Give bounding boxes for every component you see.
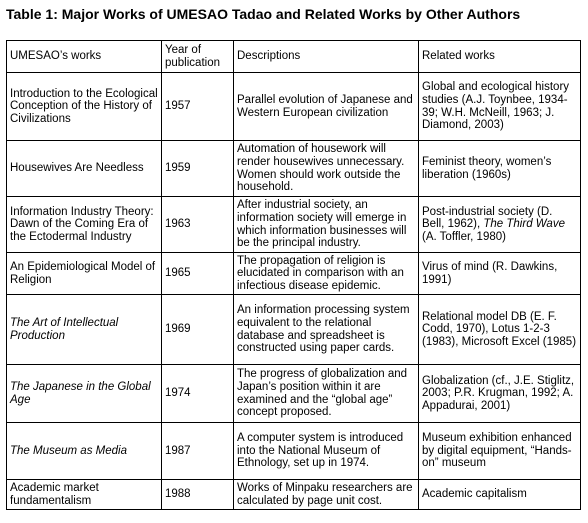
- year-cell: 1963: [162, 197, 234, 253]
- related-cell: Globalization (cf., J.E. Stiglitz, 2003; P.R. Krugman, 1992; A. Appadurai, 2001): [419, 365, 581, 423]
- table-row: [7, 480, 581, 510]
- related-cell: Academic capitalism: [419, 480, 581, 510]
- related-italic-title: The Third Wave: [483, 218, 565, 231]
- description-cell: An information processing system equivalent to the relational database and spreadsheet is constructed using paper cards.: [234, 295, 419, 365]
- year-cell: 1987: [162, 423, 234, 480]
- work-cell: Information Industry Theory: Dawn of the Coming Era of the Ectodermal Industry: [7, 197, 162, 253]
- work-cell: The Museum as Media: [7, 423, 162, 480]
- work-cell: The Japanese in the Global Age: [7, 365, 162, 423]
- description-cell: The progress of globalization and Japan’s position within it are examined and the “global age” concept proposed.: [234, 365, 419, 423]
- table-row: [7, 197, 581, 253]
- year-cell: 1959: [162, 141, 234, 197]
- related-cell: Museum exhibition enhanced by digital equipment, “Hands-on” museum: [419, 423, 581, 480]
- works-table: [6, 40, 581, 510]
- description-cell: After industrial society, an information society will emerge in which information businesses will be the principal industry.: [234, 197, 419, 253]
- year-cell: 1957: [162, 73, 234, 141]
- description-cell: A computer system is introduced into the National Museum of Ethnology, set up in 1974.: [234, 423, 419, 480]
- related-cell: [419, 197, 581, 253]
- work-cell: Housewives Are Needless: [7, 141, 162, 197]
- related-cell: Feminist theory, women’s liberation (1960s): [419, 141, 581, 197]
- table-row: [7, 141, 581, 197]
- table-row: [7, 73, 581, 141]
- work-cell: An Epidemiological Model of Religion: [7, 253, 162, 295]
- header-year: Year of publication: [162, 41, 234, 73]
- description-cell: Automation of housework will render housewives unnecessary. Women should work outside the household.: [234, 141, 419, 197]
- related-cell: Virus of mind (R. Dawkins, 1991): [419, 253, 581, 295]
- related-cell: Relational model DB (E. F. Codd, 1970), Lotus 1-2-3 (1983), Microsoft Excel (1985): [419, 295, 581, 365]
- description-cell: Works of Minpaku researchers are calculated by page unit cost.: [234, 480, 419, 510]
- year-cell: 1965: [162, 253, 234, 295]
- header-row: [7, 41, 581, 73]
- year-cell: 1969: [162, 295, 234, 365]
- table-row: [7, 423, 581, 480]
- table-row: [7, 253, 581, 295]
- related-text: (A. Toffler, 1980): [422, 230, 506, 243]
- work-cell: Academic market fundamentalism: [7, 480, 162, 510]
- header-related: Related works: [419, 41, 581, 73]
- work-cell: The Art of Intellectual Production: [7, 295, 162, 365]
- table-row: [7, 365, 581, 423]
- year-cell: 1974: [162, 365, 234, 423]
- table-title: Table 1: Major Works of UMESAO Tadao and Related Works by Other Authors: [6, 6, 521, 22]
- related-cell: Global and ecological history studies (A.J. Toynbee, 1934-39; W.H. McNeill, 1963; J. Diamond, 2003): [419, 73, 581, 141]
- work-cell: Introduction to the Ecological Conception of the History of Civilizations: [7, 73, 162, 141]
- year-cell: 1988: [162, 480, 234, 510]
- header-descriptions: Descriptions: [234, 41, 419, 73]
- header-works: UMESAO’s works: [7, 41, 162, 73]
- description-cell: Parallel evolution of Japanese and Western European civilization: [234, 73, 419, 141]
- description-cell: The propagation of religion is elucidated in comparison with an infectious disease epidemic.: [234, 253, 419, 295]
- related-text: Post-industrial society (D. Bell, 1962),: [422, 205, 553, 231]
- table-row: [7, 295, 581, 365]
